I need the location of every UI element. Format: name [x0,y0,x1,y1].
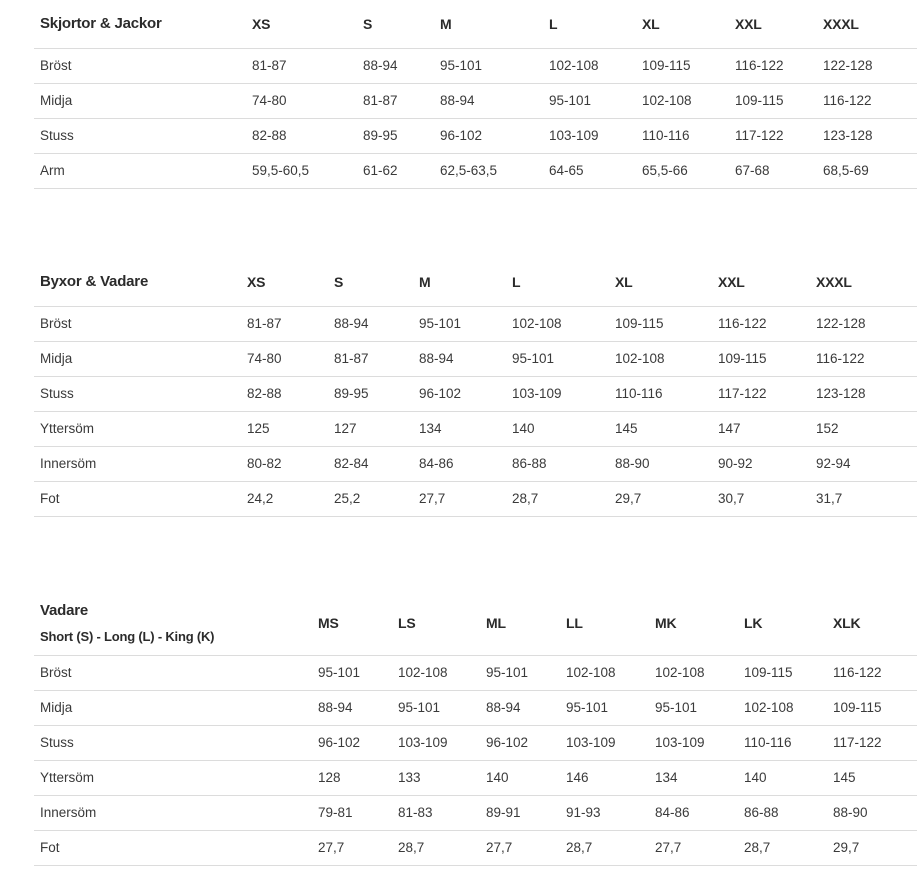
table-cell: 145 [609,411,712,446]
table-cell: 89-95 [328,376,413,411]
table-row [34,306,917,341]
table-title: Skjortor & Jackor [40,15,162,33]
table-cell: 67-68 [729,153,817,188]
table-cell: 74-80 [246,83,357,118]
size-column-header: S [363,15,373,32]
table-cell: 96-102 [312,725,392,760]
table-title: Byxor & Vadare [40,273,149,291]
size-column-header: MK [655,615,677,632]
table-cell: 81-87 [241,306,328,341]
table-cell: 27,7 [413,481,506,516]
table-cell: 81-87 [328,341,413,376]
table-cell: 140 [738,760,827,795]
table-row [34,690,917,725]
table-cell: 146 [560,760,649,795]
table-cell: 88-94 [480,690,560,725]
table-cell: 95-101 [392,690,480,725]
table-cell: 84-86 [649,795,738,830]
table-cell: 110-116 [738,725,827,760]
table-cell: 28,7 [560,830,649,865]
size-column-header: M [440,15,452,32]
table-cell: 116-122 [817,83,917,118]
table-subtitle: Short (S) - Long (L) - King (K) [40,629,215,645]
table-cell: 81-83 [392,795,480,830]
table-row [34,481,917,516]
size-column-header: XS [252,15,271,32]
table-cell: 125 [241,411,328,446]
size-column-header: XXXL [816,273,852,290]
table-cell: 27,7 [312,830,392,865]
table-cell: 117-122 [729,118,817,153]
table-cell: 95-101 [480,655,560,690]
table-cell: 82-88 [241,376,328,411]
table-cell: 134 [413,411,506,446]
row-label: Midja [34,690,312,725]
table-cell: 127 [328,411,413,446]
table-cell: 122-128 [810,306,917,341]
table-cell: 128 [312,760,392,795]
row-label: Midja [34,341,241,376]
table-cell: 28,7 [738,830,827,865]
size-column-header: L [549,15,558,32]
size-table-waders [34,592,917,866]
table-cell: 134 [649,760,738,795]
table-cell: 68,5-69 [817,153,917,188]
size-column-header: M [419,273,431,290]
table-row [34,760,917,795]
table-header-row [34,592,917,655]
table-cell: 102-108 [543,48,636,83]
table-cell: 24,2 [241,481,328,516]
table-cell: 88-90 [609,446,712,481]
row-label: Midja [34,83,246,118]
table-cell: 95-101 [312,655,392,690]
table-cell: 64-65 [543,153,636,188]
table-row [34,118,917,153]
table-cell: 88-90 [827,795,917,830]
row-label: Yttersöm [34,411,241,446]
table-cell: 96-102 [480,725,560,760]
table-cell: 102-108 [560,655,649,690]
row-label: Arm [34,153,246,188]
row-label: Innersöm [34,446,241,481]
table-cell: 79-81 [312,795,392,830]
table-row [34,655,917,690]
table-cell: 88-94 [357,48,434,83]
size-column-header: XL [615,273,633,290]
table-row [34,446,917,481]
table-cell: 82-88 [246,118,357,153]
table-cell: 81-87 [246,48,357,83]
table-cell: 95-101 [434,48,543,83]
table-cell: 152 [810,411,917,446]
table-row [34,411,917,446]
table-cell: 102-108 [609,341,712,376]
table-cell: 95-101 [649,690,738,725]
table-cell: 145 [827,760,917,795]
table-cell: 25,2 [328,481,413,516]
size-column-header: XXXL [823,15,859,32]
table-cell: 88-94 [413,341,506,376]
table-cell: 102-108 [738,690,827,725]
table-cell: 95-101 [560,690,649,725]
table-row [34,795,917,830]
table-cell: 62,5-63,5 [434,153,543,188]
table-cell: 110-116 [609,376,712,411]
table-cell: 123-128 [810,376,917,411]
table-cell: 27,7 [480,830,560,865]
table-cell: 29,7 [827,830,917,865]
table-cell: 82-84 [328,446,413,481]
table-cell: 116-122 [729,48,817,83]
size-column-header: XS [247,273,266,290]
table-cell: 103-109 [543,118,636,153]
table-cell: 89-91 [480,795,560,830]
table-cell: 88-94 [434,83,543,118]
table-title-main: Vadare [40,602,89,620]
table-cell: 95-101 [413,306,506,341]
row-label: Fot [34,830,312,865]
table-row [34,48,917,83]
size-column-header: LK [744,615,763,632]
table-title [34,592,312,655]
table-cell: 74-80 [241,341,328,376]
table-cell: 102-108 [392,655,480,690]
table-cell: 28,7 [392,830,480,865]
table-row [34,376,917,411]
table-cell: 95-101 [543,83,636,118]
table-cell: 117-122 [827,725,917,760]
size-column-header: XXL [735,15,762,32]
table-cell: 59,5-60,5 [246,153,357,188]
table-cell: 109-115 [636,48,729,83]
size-column-header: S [334,273,344,290]
table-row [34,83,917,118]
table-cell: 103-109 [392,725,480,760]
row-label: Fot [34,481,241,516]
table-cell: 102-108 [506,306,609,341]
table-header-row [34,0,917,48]
table-cell: 102-108 [649,655,738,690]
table-cell: 30,7 [712,481,810,516]
size-column-header: XLK [833,615,861,632]
table-cell: 96-102 [413,376,506,411]
table-header-row [34,258,917,306]
table-cell: 80-82 [241,446,328,481]
table-cell: 109-115 [609,306,712,341]
table-cell: 109-115 [712,341,810,376]
size-table-trousers-waders [34,258,917,517]
table-row [34,725,917,760]
table-cell: 123-128 [817,118,917,153]
table-cell: 103-109 [560,725,649,760]
table-cell: 65,5-66 [636,153,729,188]
size-column-header: XXL [718,273,745,290]
table-cell: 110-116 [636,118,729,153]
table-cell: 86-88 [738,795,827,830]
table-cell: 109-115 [827,690,917,725]
table-cell: 84-86 [413,446,506,481]
table-cell: 86-88 [506,446,609,481]
table-row [34,341,917,376]
table-row [34,830,917,865]
size-table-shirts-jackets [34,0,917,189]
table-cell: 96-102 [434,118,543,153]
table-cell: 140 [506,411,609,446]
row-label: Yttersöm [34,760,312,795]
table-cell: 29,7 [609,481,712,516]
size-column-header: LS [398,615,416,632]
table-cell: 147 [712,411,810,446]
table-cell: 81-87 [357,83,434,118]
size-column-header: MS [318,615,339,632]
table-cell: 31,7 [810,481,917,516]
table-cell: 109-115 [729,83,817,118]
table-cell: 103-109 [649,725,738,760]
row-label: Innersöm [34,795,312,830]
table-cell: 116-122 [810,341,917,376]
table-cell: 90-92 [712,446,810,481]
size-column-header: LL [566,615,583,632]
size-column-header: XL [642,15,660,32]
table-cell: 88-94 [312,690,392,725]
table-cell: 109-115 [738,655,827,690]
table-cell: 133 [392,760,480,795]
row-label: Bröst [34,48,246,83]
row-label: Stuss [34,376,241,411]
table-cell: 89-95 [357,118,434,153]
table-cell: 27,7 [649,830,738,865]
table-cell: 95-101 [506,341,609,376]
table-cell: 103-109 [506,376,609,411]
table-cell: 91-93 [560,795,649,830]
table-cell: 61-62 [357,153,434,188]
table-cell: 102-108 [636,83,729,118]
table-cell: 117-122 [712,376,810,411]
table-cell: 92-94 [810,446,917,481]
row-label: Stuss [34,725,312,760]
table-cell: 122-128 [817,48,917,83]
table-cell: 116-122 [712,306,810,341]
table-cell: 140 [480,760,560,795]
row-label: Bröst [34,655,312,690]
table-cell: 116-122 [827,655,917,690]
row-label: Bröst [34,306,241,341]
size-column-header: L [512,273,521,290]
table-cell: 88-94 [328,306,413,341]
table-cell: 28,7 [506,481,609,516]
table-row [34,153,917,188]
row-label: Stuss [34,118,246,153]
size-column-header: ML [486,615,506,632]
